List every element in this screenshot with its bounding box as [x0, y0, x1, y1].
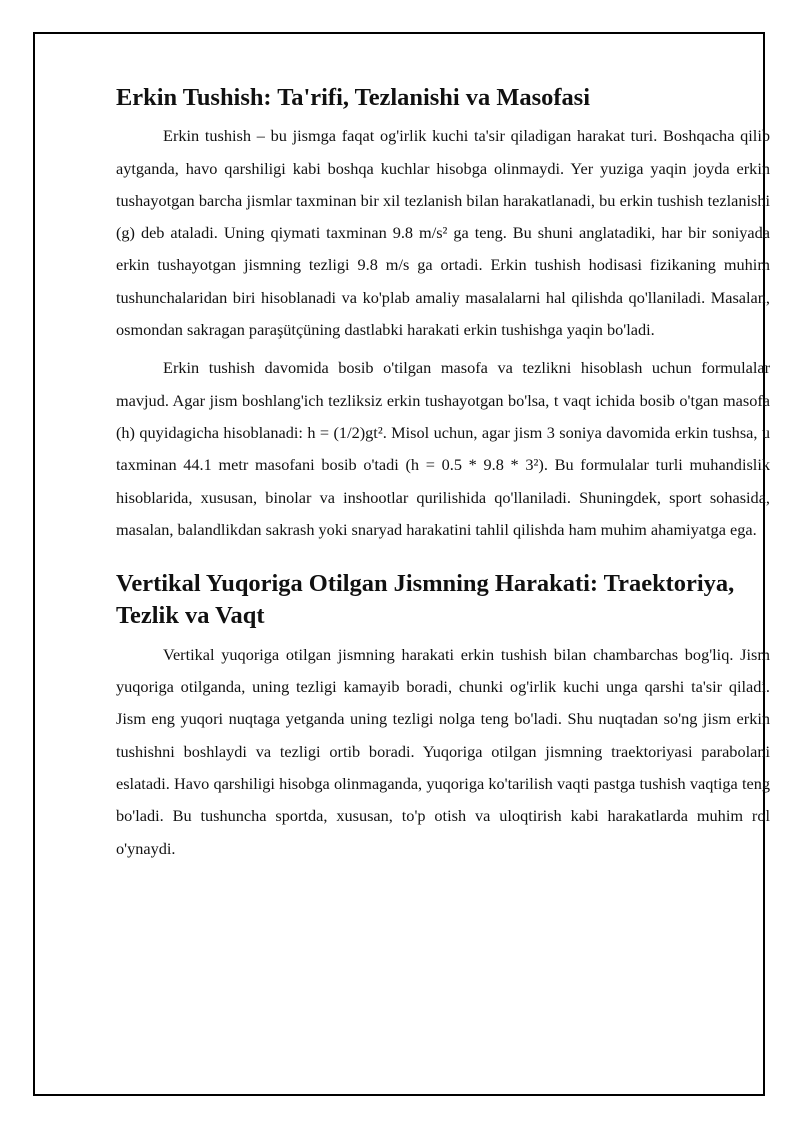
section-heading-vertical-throw: Vertikal Yuqoriga Otilgan Jismning Harakati: Traektoriya, Tezlik va Vaqt: [116, 570, 735, 630]
section-heading-free-fall: Erkin Tushish: Ta'rifi, Tezlanishi va Masofasi: [116, 84, 590, 111]
paragraph-free-fall-definition: Erkin tushish – bu jismga faqat og'irlik kuchi ta'sir qiladigan harakat turi. Boshqacha qilib aytganda, havo qarshiligi kabi boshqa kuchlar hisobga olinmaydi. Yer yuziga yaqin joyda erkin tushayotgan barcha jismlar taxminan bir xil tezlanish bilan harakatlanadi, bu erkin tushish tezlanishi (g) deb ataladi. Uning qiymati taxminan 9.8 m/s² ga teng. Bu shuni anglatadiki, har bir soniyada erkin tushayotgan jismning tezligi 9.8 m/s ga ortadi. Erkin tushish hodisasi fizikaning muhim tushunchalaridan biri hisoblanadi va ko'plab amaliy masalalarni hal qilishda qo'llaniladi. Masalan, osmondan sakragan paraşütçüning dastlabki harakati erkin tushishga yaqin bo'ladi.: [116, 126, 770, 340]
document-body: [116, 82, 770, 865]
paragraph-vertical-throw: Vertikal yuqoriga otilgan jismning harakati erkin tushish bilan chambarchas bog'liq. Jism yuqoriga otilganda, uning tezligi kamayib boradi, chunki og'irlik kuchi unga qarshi ta'sir qiladi. Jism eng yuqori nuqtaga yetganda uning tezligi nolga teng bo'ladi. Shu nuqtadan so'ng jism erkin tushishni boshlaydi va tezligi ortib boradi. Yuqoriga otilgan jismning traektoriyasi parabolani eslatadi. Havo qarshiligi hisobga olinmaganda, yuqoriga ko'tarilish vaqti pastga tushish vaqtiga teng bo'ladi. Bu tushuncha sportda, xususan, to'p otish va uloqtirish kabi harakatlarda muhim rol o'ynaydi.: [116, 644, 770, 858]
paragraph-free-fall-formulas: Erkin tushish davomida bosib o'tilgan masofa va tezlikni hisoblash uchun formulalar mavjud. Agar jism boshlang'ich tezliksiz erkin tushayotgan bo'lsa, t vaqt ichida bosib o'tgan masofa (h) quyidagicha hisoblanadi: h = (1/2)gt². Misol uchun, agar jism 3 soniya davomida erkin tushsa, u taxminan 44.1 metr masofani bosib o'tadi (h = 0.5 * 9.8 * 3²). Bu formulalar turli muhandislik hisoblarida, xususan, binolar va inshootlar qurilishida qo'llaniladi. Shuningdek, sport sohasida, masalan, balandlikdan sakrash yoki snaryad harakatini tahlil qilishda ham muhim ahamiyatga ega.: [116, 358, 770, 539]
